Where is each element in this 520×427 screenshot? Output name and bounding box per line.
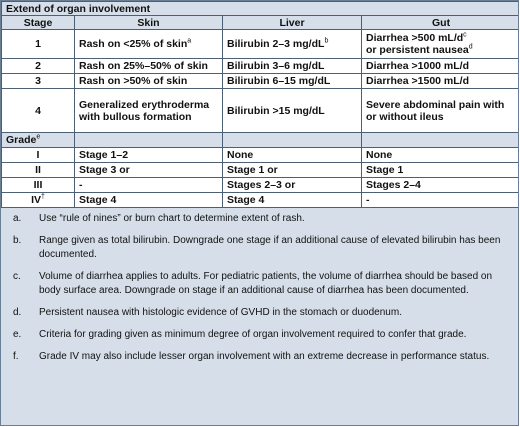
col-header-gut: Gut (362, 16, 520, 30)
footnote (13, 350, 508, 364)
footnote-letter: a. (13, 213, 22, 224)
footnote-ref: a (187, 37, 192, 45)
footnote (13, 270, 508, 298)
gut-cell: Diarrhea >1000 mL/d (362, 59, 520, 74)
footnote-letter: f. (13, 351, 19, 362)
column-header-row (2, 16, 520, 30)
skin-cell: Stage 3 or (75, 163, 223, 178)
footnote-letter: e. (13, 329, 22, 340)
stage-number: 1 (2, 30, 75, 59)
grade-row (2, 193, 520, 208)
footnote-letter: b. (13, 235, 22, 246)
liver-cell: Bilirubin 6–15 mg/dL (223, 74, 362, 89)
stage-row (2, 30, 520, 59)
grade-row (2, 163, 520, 178)
gut-cell: Diarrhea >1500 mL/d (362, 74, 520, 89)
footnote-text: Volume of diarrhea applies to adults. For pediatric patients, the volume of diarrhea should be based on body surface area. Downgrade on stage if an additional cause of diarrhea has been documented. (39, 271, 493, 296)
footnote-ref: d (468, 43, 473, 51)
footnote-ref: † (41, 193, 45, 201)
grade-header: Grade$^e$ (2, 133, 75, 148)
skin-cell: Rash on >50% of skin (75, 74, 223, 89)
gut-cell: Stages 2–4 (362, 178, 520, 193)
table-title: Extend of organ involvement (2, 2, 520, 16)
liver-cell: None (223, 148, 362, 163)
grade-label: II (2, 163, 75, 178)
col-header-stage: Stage (2, 16, 75, 30)
liver-cell: Stage 4 (223, 193, 362, 208)
footnote-letter: c. (13, 271, 21, 282)
table-title-row (2, 2, 520, 16)
footnote-text: Grade IV may also include lesser organ involvement with an extreme decrease in performance status. (39, 351, 490, 362)
footnote (13, 212, 508, 226)
stage-row (2, 59, 520, 74)
footnote-ref: c (463, 31, 467, 39)
grade-header-empty (75, 133, 223, 148)
footnote-text: Range given as total bilirubin. Downgrade one stage if an additional cause of elevated bilirubin has been documented. (39, 235, 501, 260)
stage-number: 2 (2, 59, 75, 74)
gut-cell: Severe abdominal pain with or without ileus (362, 89, 520, 133)
grade-label: I (2, 148, 75, 163)
liver-cell: Bilirubin 3–6 mg/dL (223, 59, 362, 74)
grade-row (2, 148, 520, 163)
stage-row (2, 89, 520, 133)
footnote-text: Criteria for grading given as minimum degree of organ involvement required to confer that grade. (39, 329, 467, 340)
footnote (13, 234, 508, 262)
footnotes (1, 208, 518, 364)
skin-cell: Rash on 25%–50% of skin (75, 59, 223, 74)
grade-header-empty (223, 133, 362, 148)
footnote (13, 328, 508, 342)
footnote (13, 306, 508, 320)
col-header-liver: Liver (223, 16, 362, 30)
grade-header-empty (362, 133, 520, 148)
organ-involvement-table (1, 1, 519, 208)
grade-row (2, 178, 520, 193)
stage-row (2, 74, 520, 89)
footnote-ref: e (36, 133, 41, 141)
skin-cell: - (75, 178, 223, 193)
liver-cell: Stages 2–3 or (223, 178, 362, 193)
liver-cell: Bilirubin >15 mg/dL (223, 89, 362, 133)
gut-cell: Diarrhea >500 $mL/d^c$ or persistent nausea$^d$ (362, 30, 520, 59)
grade-label: IV† (2, 193, 75, 208)
footnote-text: Persistent nausea with histologic evidence of GVHD in the stomach or duodenum. (39, 307, 402, 318)
skin-cell: Stage 4 (75, 193, 223, 208)
skin-cell: Rash on <25% of skin$^a$ (75, 30, 223, 59)
gut-cell: Stage 1 (362, 163, 520, 178)
gut-cell: None (362, 148, 520, 163)
footnote-letter: d. (13, 307, 22, 318)
liver-cell: Bilirubin 2–3 $mg/dL^b$ (223, 30, 362, 59)
grade-header-row (2, 133, 520, 148)
stage-number: 3 (2, 74, 75, 89)
stage-number: 4 (2, 89, 75, 133)
liver-cell: Stage 1 or (223, 163, 362, 178)
footnote-text: Use “rule of nines” or burn chart to determine extent of rash. (39, 213, 305, 224)
skin-cell: Generalized erythroderma with bullous formation (75, 89, 223, 133)
col-header-skin: Skin (75, 16, 223, 30)
skin-cell: Stage 1–2 (75, 148, 223, 163)
footnote-ref: b (324, 37, 329, 45)
grade-label: III (2, 178, 75, 193)
gut-cell: - (362, 193, 520, 208)
